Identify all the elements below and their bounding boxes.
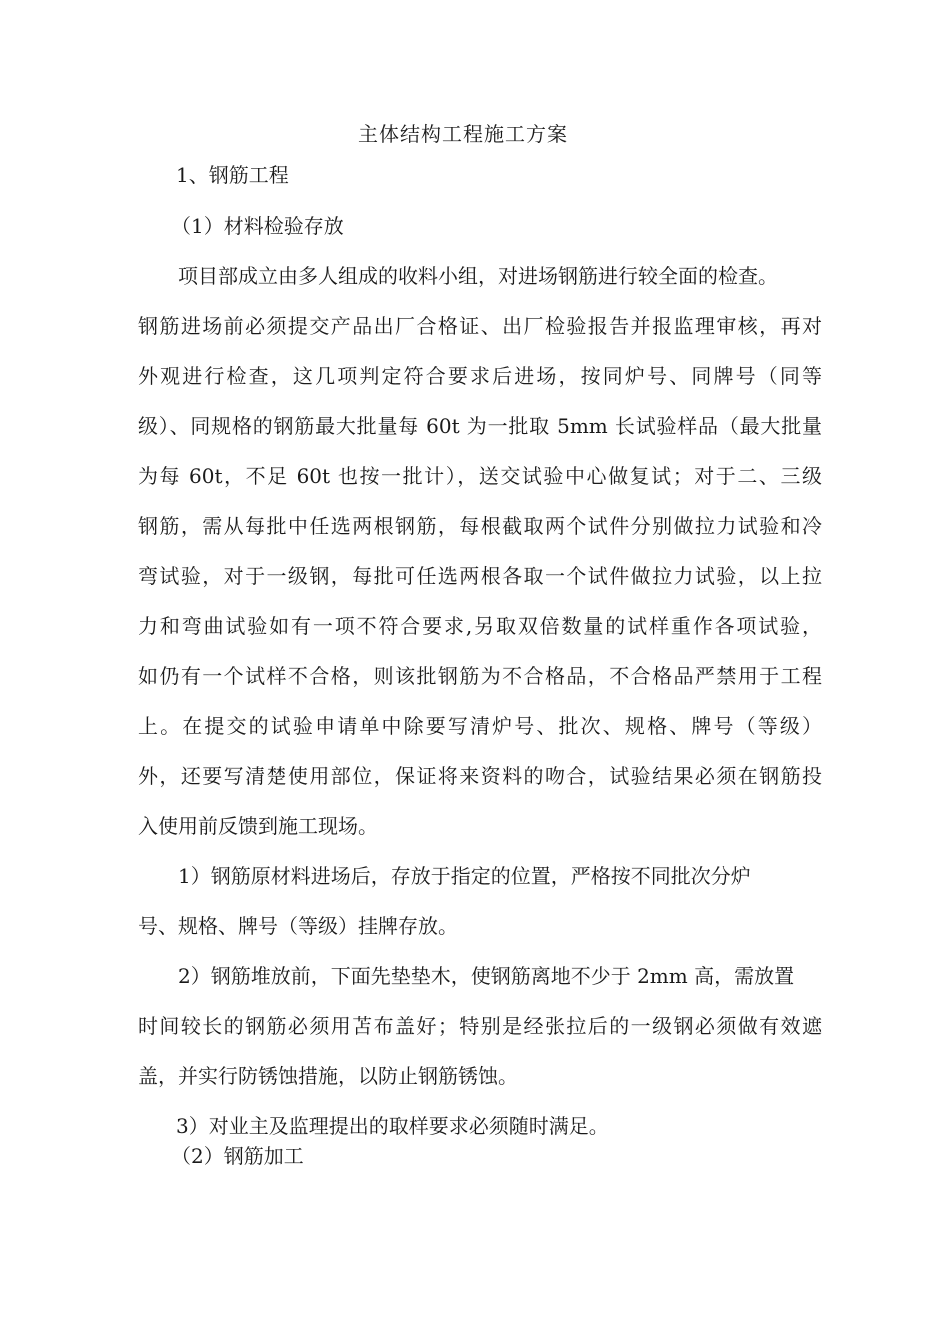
paragraph-line: 号、规格、牌号（等级）挂牌存放。 bbox=[138, 914, 458, 938]
paragraph-line: 力和弯曲试验如有一项不符合要求,另取双倍数量的试样重作各项试验， bbox=[138, 614, 822, 638]
paragraph-line: 盖，并实行防锈蚀措施，以防止钢筋锈蚀。 bbox=[138, 1064, 518, 1088]
paragraph-line: 2）钢筋堆放前，下面先垫垫木，使钢筋离地不少于 2mm 高，需放置 bbox=[178, 964, 795, 988]
paragraph-line: 钢筋，需从每批中任选两根钢筋，每根截取两个试件分别做拉力试验和冷 bbox=[138, 514, 822, 538]
paragraph-line: 如仍有一个试样不合格，则该批钢筋为不合格品，不合格品严禁用于工程 bbox=[138, 664, 822, 688]
document-title: 主体结构工程施工方案 bbox=[358, 122, 568, 146]
paragraph-line: 1）钢筋原材料进场后，存放于指定的位置，严格按不同批次分炉 bbox=[178, 864, 751, 888]
paragraph-line: 弯试验，对于一级钢，每批可任选两根各取一个试件做拉力试验，以上拉 bbox=[138, 564, 822, 588]
paragraph-line: 外，还要写清楚使用部位，保证将来资料的吻合，试验结果必须在钢筋投 bbox=[138, 764, 822, 788]
paragraph-line: 外观进行检查，这几项判定符合要求后进场，按同炉号、同牌号（同等 bbox=[138, 364, 822, 388]
paragraph-line: 入使用前反馈到施工现场。 bbox=[138, 814, 378, 838]
paragraph-line: 钢筋进场前必须提交产品出厂合格证、出厂检验报告并报监理审核，再对 bbox=[138, 314, 822, 338]
paragraph-line: 时间较长的钢筋必须用苫布盖好；特别是经张拉后的一级钢必须做有效遮 bbox=[138, 1014, 822, 1038]
subsection-heading: （2）钢筋加工 bbox=[171, 1144, 304, 1168]
subsection-heading: （1）材料检验存放 bbox=[171, 214, 344, 238]
paragraph-line: 上。在提交的试验申请单中除要写清炉号、批次、规格、牌号（等级） bbox=[138, 714, 822, 738]
paragraph-line: 为每 60t，不足 60t 也按一批计），送交试验中心做复试；对于二、三级 bbox=[138, 464, 822, 488]
paragraph-line: 级）、同规格的钢筋最大批量每 60t 为一批取 5mm 长试验样品（最大批量 bbox=[138, 414, 822, 438]
paragraph-line: 项目部成立由多人组成的收料小组，对进场钢筋进行较全面的检查。 bbox=[178, 264, 778, 288]
section-heading: 1、钢筋工程 bbox=[176, 163, 289, 187]
paragraph-line: 3）对业主及监理提出的取样要求必须随时满足。 bbox=[176, 1114, 609, 1138]
